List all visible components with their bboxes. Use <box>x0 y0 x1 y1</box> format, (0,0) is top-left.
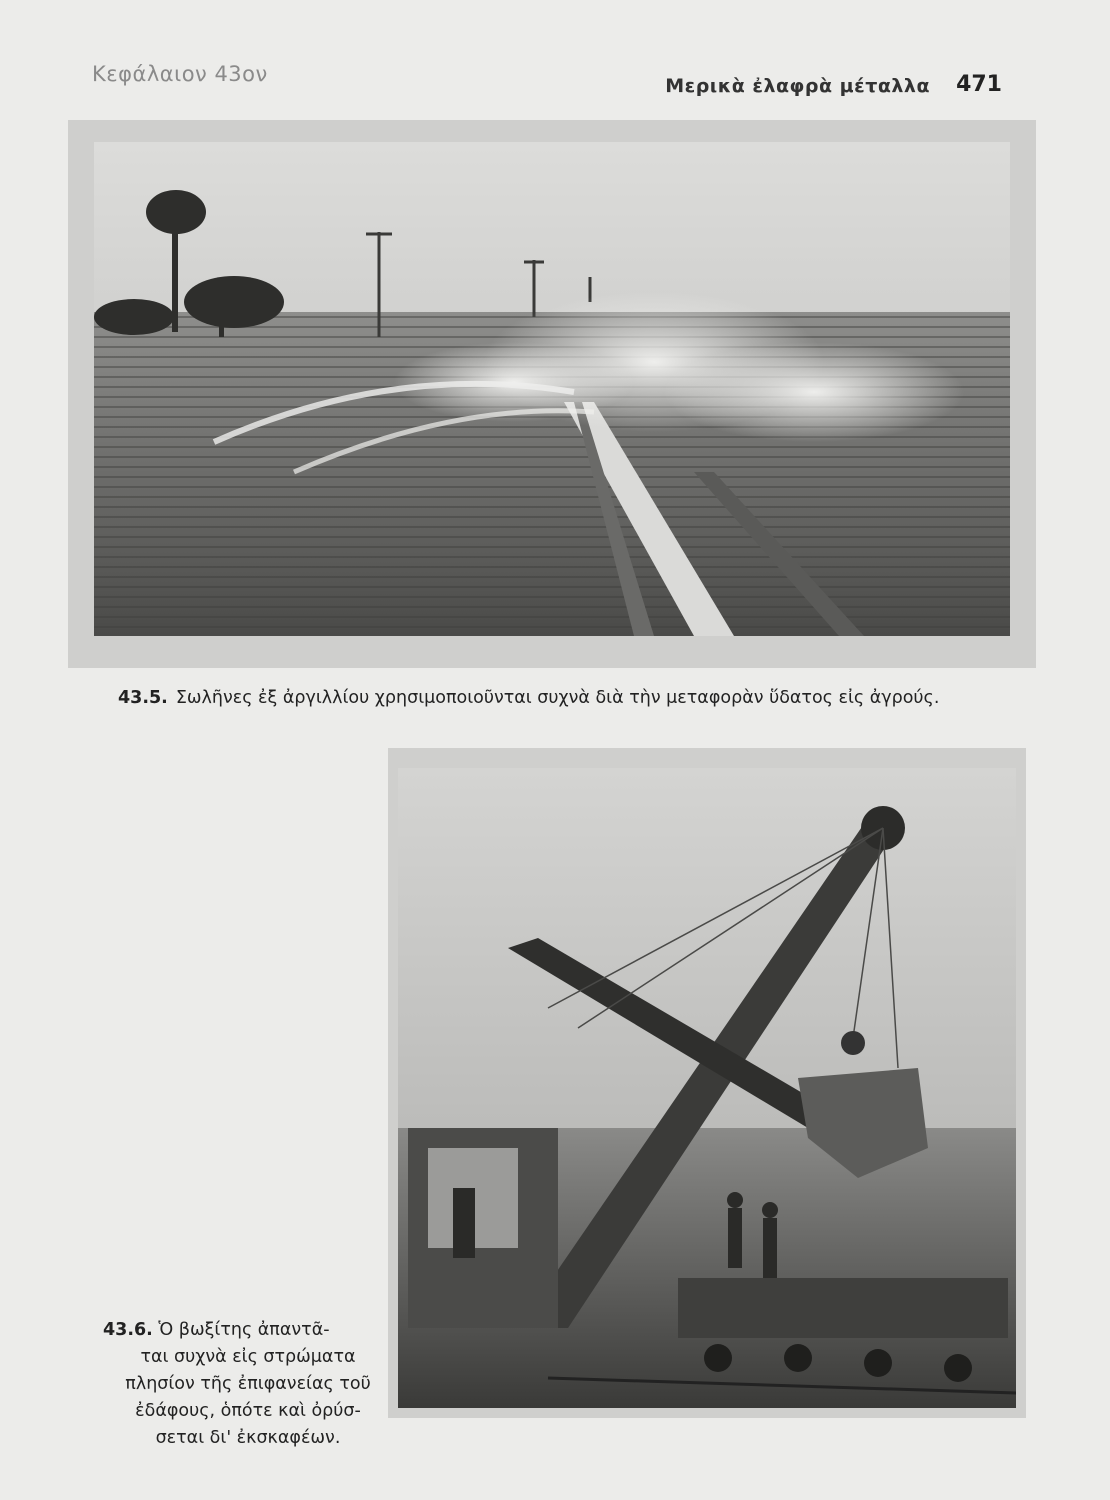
page-number: 471 <box>956 72 1002 97</box>
caption-line: πλησίον τῆς ἐπιφανείας τοῦ <box>125 1374 371 1394</box>
caption-line <box>103 1317 393 1344</box>
caption-line: ται συχνὰ εἰς στρώματα <box>140 1347 356 1367</box>
figure-43-5-photo <box>68 120 1036 668</box>
figure-43-6-caption <box>103 1317 393 1452</box>
caption-line: ἐδάφους, ὁπότε καὶ ὀρύσ- <box>135 1401 361 1421</box>
figure-43-6-photo <box>388 748 1026 1418</box>
figure-43-5-caption <box>118 688 939 708</box>
chapter-header: Κεφάλαιον 43ον <box>92 62 268 86</box>
figure-number: 43.6. <box>103 1320 153 1340</box>
caption-text: Σωλῆνες ἐξ ἀργιλλίου χρησιμοποιοῦνται συχνὰ διὰ τὴν μεταφορὰν ὕδατος εἰς ἀγρούς. <box>175 688 940 708</box>
running-title <box>665 75 930 97</box>
caption-line: σεται δι' ἐκσκαφέων. <box>155 1428 341 1448</box>
caption-text: Ὁ βωξίτης ἀπαντᾶ- <box>158 1320 330 1340</box>
figure-number: 43.5. <box>118 688 168 708</box>
section-title: Μερικὰ ἐλαφρὰ μέταλλα <box>665 75 930 97</box>
excavator-photo-image <box>398 768 1016 1408</box>
irrigation-photo-image <box>94 142 1010 636</box>
